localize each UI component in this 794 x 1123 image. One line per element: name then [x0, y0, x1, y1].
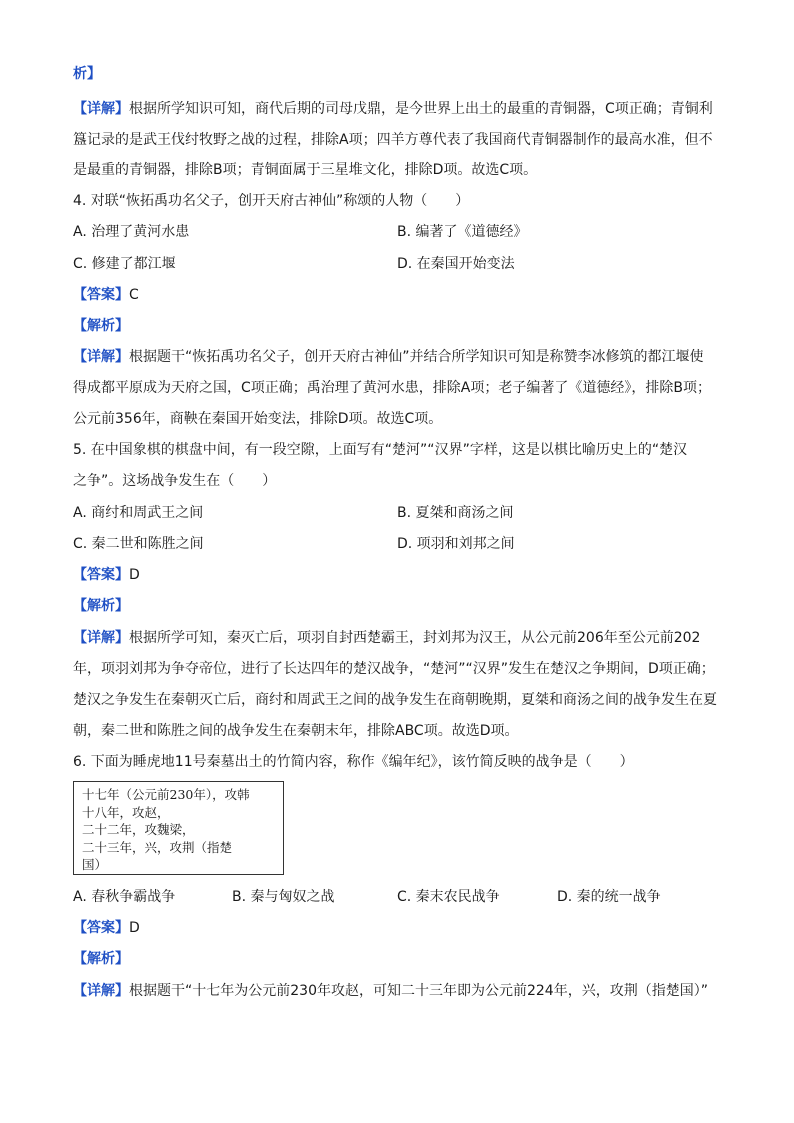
text-line: [73, 628, 723, 648]
text-line: [73, 99, 723, 119]
answer-line: [73, 285, 723, 305]
text-line: 公元前356年，商鞅在秦国开始变法，排除D项。故选C项。: [73, 411, 443, 427]
text-line: [73, 347, 723, 367]
q5-option-c: C. 秦二世和陈胜之间: [73, 536, 204, 552]
quote-line: 十八年，攻赵，: [82, 804, 170, 820]
q6-option-b: B. 秦与匈奴之战: [232, 889, 335, 905]
text-line: [73, 64, 723, 84]
question-4-stem: 4. 对联“恢拓禹功名父子，创开天府古神仙”称颂的人物（ ）: [73, 193, 470, 209]
answer-line: [73, 918, 723, 938]
text-line: 簋记录的是武王伐纣牧野之战的过程，排除A项；四羊方尊代表了我国商代青铜器制作的最高水准，但不: [73, 132, 713, 148]
question-5-stem-cont: 之争”。这场战争发生在（ ）: [73, 473, 277, 489]
question-6-stem: 6. 下面为睡虎地11号秦墓出土的竹简内容，称作《编年纪》，该竹简反映的战争是（ ）: [73, 754, 634, 770]
text-line: [73, 981, 723, 1001]
text-line: 楚汉之争发生在秦朝灭亡后，商纣和周武王之间的战争发生在商朝晚期，夏桀和商汤之间的战争发生在夏: [73, 692, 717, 708]
q4-option-c: C. 修建了都江堰: [73, 256, 176, 272]
analysis-tag: 【解析】: [73, 951, 129, 967]
answer-value: C: [129, 287, 139, 303]
answer-value: D: [129, 920, 140, 936]
q5-option-d: D. 项羽和刘邦之间: [397, 536, 515, 552]
analysis-tag: 【解析】: [73, 318, 129, 334]
text-line: 得成都平原成为天府之国，C项正确；禹治理了黄河水患，排除A项；老子编著了《道德经》，排除B项；: [73, 380, 711, 396]
quote-line: 十七年（公元前230年），攻韩: [82, 787, 250, 802]
bamboo-slip-quote-box: [73, 781, 284, 875]
q6-option-c: C. 秦末农民战争: [397, 889, 500, 905]
answer-line: [73, 565, 723, 585]
quote-line: 二十二年，攻魏梁，: [82, 822, 195, 837]
q6-option-a: A. 春秋争霸战争: [73, 889, 176, 905]
text-line: 是最重的青铜器，排除B项；青铜面属于三星堆文化，排除D项。故选C项。: [73, 162, 538, 178]
paragraph-text: 根据题干“十七年为公元前230年攻赵，可知二十三年即为公元前224年，兴，攻荆（指楚国）”: [129, 983, 708, 999]
quote-line: 二十三年，兴，攻荆（指楚: [82, 839, 233, 855]
q4-option-d: D. 在秦国开始变法: [397, 256, 515, 272]
q4-option-a: A. 治理了黄河水患: [73, 224, 190, 240]
q5-option-b: B. 夏桀和商汤之间: [397, 505, 514, 521]
q6-option-d: D. 秦的统一战争: [557, 889, 661, 905]
paragraph-text: 根据所学可知，秦灭亡后，项羽自封西楚霸王，封刘邦为汉王，从公元前206年至公元前202: [129, 630, 701, 646]
quote-line: 国）: [82, 857, 108, 872]
q4-option-b: B. 编著了《道德经》: [397, 224, 528, 240]
detail-tag: 【详解】: [73, 983, 129, 999]
text-line: 年，项羽刘邦为争夺帝位，进行了长达四年的楚汉战争，“楚河”“汉界”发生在楚汉之争期间，D项正确；: [73, 661, 715, 677]
answer-tag: 【答案】: [73, 287, 129, 303]
answer-value: D: [129, 567, 140, 583]
detail-tag: 【详解】: [73, 101, 129, 117]
text-line: 朝，秦二世和陈胜之间的战争发生在秦朝末年，排除ABC项。故选D项。: [73, 723, 519, 739]
analysis-tag-fragment: 析】: [73, 66, 101, 82]
analysis-tag: 【解析】: [73, 598, 129, 614]
q5-option-a: A. 商纣和周武王之间: [73, 505, 204, 521]
detail-tag: 【详解】: [73, 349, 129, 365]
answer-tag: 【答案】: [73, 920, 129, 936]
paragraph-text: 根据题干“恢拓禹功名父子，创开天府古神仙”并结合所学知识可知是称赞李冰修筑的都江堰使: [129, 349, 704, 365]
detail-tag: 【详解】: [73, 630, 129, 646]
answer-tag: 【答案】: [73, 567, 129, 583]
question-5-stem: 5. 在中国象棋的棋盘中间，有一段空隙，上面写有“楚河”“汉界”字样，这是以棋比喻历史上的“楚汉: [73, 442, 688, 458]
paragraph-text: 根据所学知识可知，商代后期的司母戊鼎，是今世界上出土的最重的青铜器，C项正确；青铜利: [129, 101, 713, 117]
